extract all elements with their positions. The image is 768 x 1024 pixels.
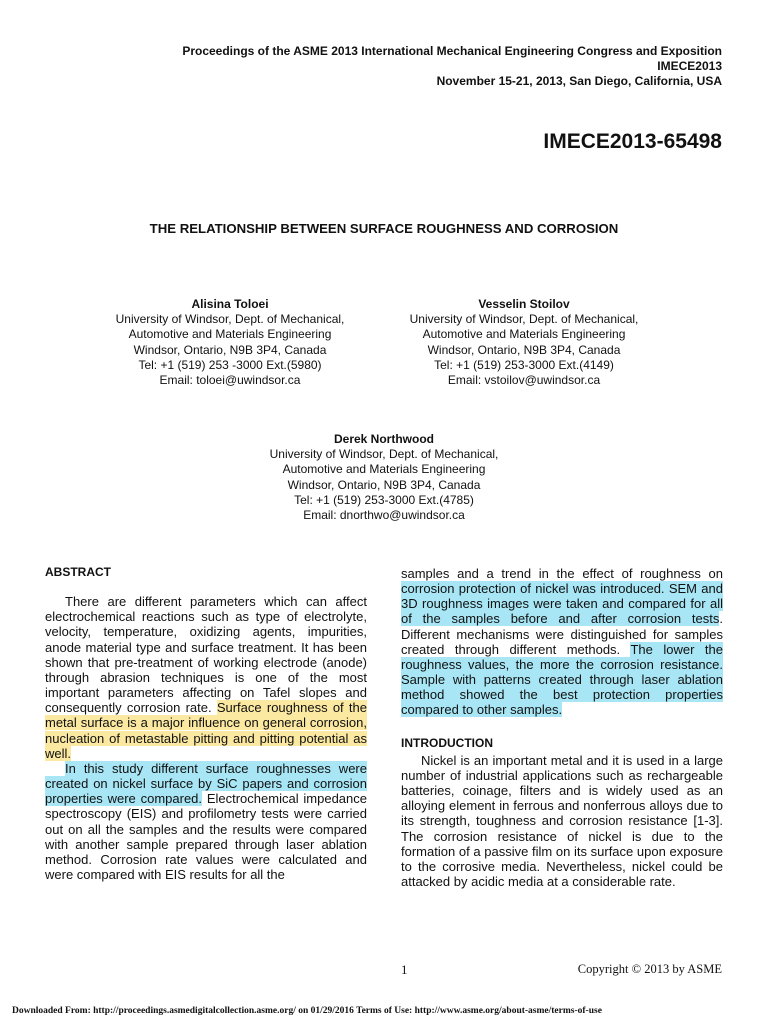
conference-date-location: November 15-21, 2013, San Diego, California, USA bbox=[436, 74, 722, 88]
author-email: Email: toloei@uwindsor.ca bbox=[159, 373, 301, 388]
author-affiliation-dept: University of Windsor, Dept. of Mechanical, bbox=[409, 312, 639, 327]
author-affiliation-school: Automotive and Materials Engineering bbox=[422, 327, 626, 342]
author-address: Windsor, Ontario, N9B 3P4, Canada bbox=[427, 342, 621, 357]
author-address: Windsor, Ontario, N9B 3P4, Canada bbox=[287, 477, 481, 492]
author-email: Email: dnorthwo@uwindsor.ca bbox=[303, 508, 465, 523]
highlighted-text-blue: The lower the roughness values, the more the corrosion resistance. Sample with patterns created through laser ablation method showed the best protection properties compared to other samples. bbox=[401, 641, 723, 718]
author-affiliation-school: Automotive and Materials Engineering bbox=[128, 327, 332, 342]
abstract-text: There are different parameters which can affect electrochemical reactions such as type of electrolyte, velocity, temperature, oxidizing agents, impurities, anode material type and surface treatment. It has been shown that pre-treatment of working electrode (anode) through abrasion techniques is one of the most important parameters affecting on Tafel slopes and consequently corrosion rate. bbox=[45, 594, 367, 716]
right-column bbox=[401, 566, 723, 889]
author-affiliation-school: Automotive and Materials Engineering bbox=[282, 462, 486, 477]
abstract-paragraph-1 bbox=[45, 594, 367, 761]
highlighted-text-blue: corrosion protection of nickel was introduced. SEM and 3D roughness images were taken and compared for all of the samples before and after corrosion tests bbox=[401, 581, 723, 627]
introduction-heading: INTRODUCTION bbox=[401, 735, 493, 750]
abstract-paragraph-2 bbox=[45, 761, 367, 882]
author-phone: Tel: +1 (519) 253-3000 Ext.(4785) bbox=[294, 492, 474, 507]
author-address: Windsor, Ontario, N9B 3P4, Canada bbox=[133, 342, 327, 357]
author-email: Email: vstoilov@uwindsor.ca bbox=[447, 373, 601, 388]
abstract-continuation bbox=[401, 566, 723, 718]
page-number: 1 bbox=[401, 962, 408, 977]
author-name: Vesselin Stoilov bbox=[478, 297, 570, 311]
author-affiliation-dept: University of Windsor, Dept. of Mechanical, bbox=[269, 447, 499, 462]
abstract-text: . Different mechanisms were distinguished for samples created through different methods. bbox=[401, 611, 723, 657]
conference-code: IMECE2013 bbox=[657, 59, 722, 73]
paper-id: IMECE2013-65498 bbox=[543, 130, 722, 153]
author-block bbox=[374, 297, 674, 388]
abstract-heading: ABSTRACT bbox=[45, 565, 111, 579]
author-affiliation-dept: University of Windsor, Dept. of Mechanical, bbox=[115, 312, 345, 327]
author-phone: Tel: +1 (519) 253 -3000 Ext.(5980) bbox=[138, 357, 322, 372]
copyright-notice: Copyright © 2013 by ASME bbox=[577, 962, 722, 976]
paper-title: THE RELATIONSHIP BETWEEN SURFACE ROUGHNESS AND CORROSION bbox=[149, 221, 619, 236]
abstract-text: samples and a trend in the effect of roughness on bbox=[401, 566, 723, 581]
highlighted-text-yellow: Surface roughness of the metal surface is a major influence on general corrosion, nucleation of metastable pitting and pitting potential as well. bbox=[45, 700, 367, 761]
author-block bbox=[234, 432, 534, 523]
left-column bbox=[45, 565, 367, 882]
highlighted-text-blue: In this study different surface roughnesses were created on nickel surface by SiC papers and corrosion properties were compared. bbox=[45, 760, 367, 807]
author-block bbox=[80, 297, 380, 388]
author-name: Alisina Toloei bbox=[191, 297, 269, 311]
author-name: Derek Northwood bbox=[333, 432, 434, 446]
conference-name: Proceedings of the ASME 2013 International Mechanical Engineering Congress and Exposition bbox=[182, 44, 722, 58]
introduction-paragraph: Nickel is an important metal and it is used in a large number of industrial applications such as rechargeable batteries, coinage, filters and is widely used as an alloying element in ferrous and nonferrous alloys due to its strength, toughness and corrosion resistance [1-3]. The corrosion resistance of nickel is due to the formation of a passive film on its surface upon exposure to the corrosive media. Nevertheless, nickel could be attacked by acidic media at a considerable rate. bbox=[401, 752, 723, 889]
download-notice: Downloaded From: http://proceedings.asmedigitalcollection.asme.org/ on 01/29/2016 Terms of Use: http://www.asme.org/about-asme/terms-of-use bbox=[12, 1006, 602, 1016]
abstract-text: Electrochemical impedance spectroscopy (EIS) and profilometry tests were carried out on all the samples and the results were compared with another sample prepared through laser ablation method. Corrosion rate values were calculated and were compared with EIS results for all the bbox=[45, 791, 367, 882]
author-phone: Tel: +1 (519) 253-3000 Ext.(4149) bbox=[434, 357, 614, 372]
